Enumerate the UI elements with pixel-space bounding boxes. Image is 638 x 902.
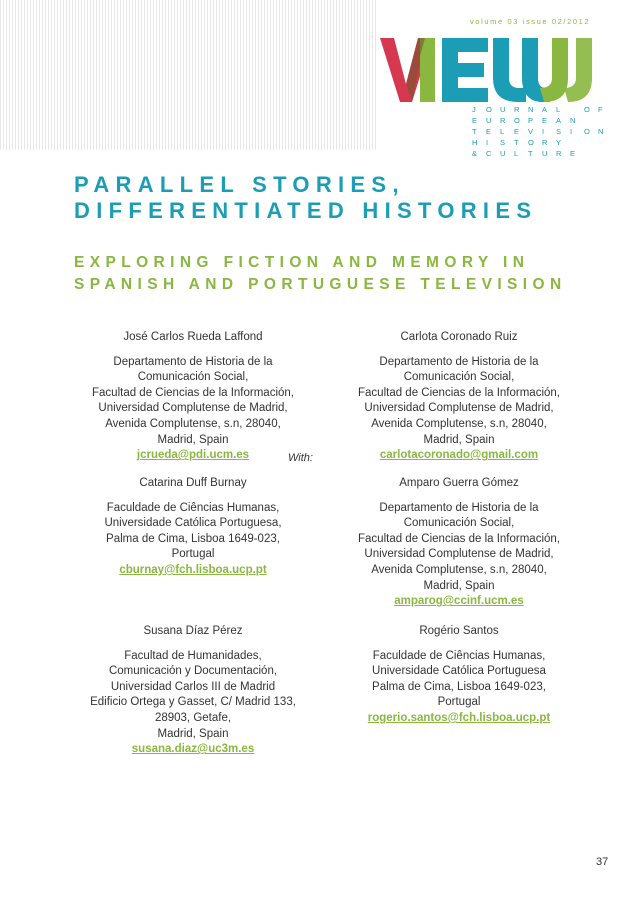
journal-line bbox=[472, 104, 612, 115]
author-affiliation-line: Universidad Complutense de Madrid, bbox=[364, 402, 554, 415]
article-subtitle-line: EXPLORING FICTION AND MEMORY IN bbox=[74, 254, 530, 271]
journal-letter: L bbox=[500, 127, 505, 136]
author-affiliation-line: Universidad Carlos III de Madrid bbox=[110, 680, 276, 693]
author-affiliation-line: Madrid, Spain bbox=[423, 579, 495, 592]
journal-letter: N bbox=[570, 116, 576, 125]
logo-letter-e bbox=[442, 38, 488, 102]
article-title-line: PARALLEL STORIES, bbox=[74, 172, 405, 197]
page-number: 37 bbox=[596, 856, 609, 868]
journal-letter: R bbox=[514, 105, 520, 114]
journal-letter: A bbox=[556, 116, 562, 125]
author-affiliation-line: Madrid, Spain bbox=[157, 433, 229, 446]
journal-line bbox=[472, 115, 612, 126]
journal-letter: R bbox=[542, 138, 548, 147]
author-email-link[interactable]: cburnay@fch.lisboa.ucp.pt bbox=[119, 563, 267, 576]
journal-letter: F bbox=[598, 105, 603, 114]
author-email-link[interactable]: amparog@ccinf.ucm.es bbox=[394, 595, 524, 608]
author-name: Rogério Santos bbox=[419, 625, 499, 637]
article-title bbox=[74, 172, 614, 224]
journal-letter: E bbox=[486, 127, 492, 136]
logo-letter-w-right2 bbox=[564, 38, 592, 102]
author-affiliation-line: Avenida Complutense, s.n, 28040, bbox=[371, 417, 547, 430]
journal-letter: N bbox=[598, 127, 604, 136]
author-email-link[interactable]: rogerio.santos@fch.lisboa.ucp.pt bbox=[367, 711, 551, 724]
author-affiliation-line: Madrid, Spain bbox=[157, 727, 229, 740]
journal-line bbox=[472, 137, 612, 148]
author-block bbox=[334, 476, 584, 610]
author-affiliation-line: Faculdade de Ciências Humanas, bbox=[106, 501, 280, 514]
journal-line bbox=[472, 148, 612, 159]
journal-letter: H bbox=[472, 138, 478, 147]
journal-letter: U bbox=[500, 105, 506, 114]
journal-letter: O bbox=[584, 105, 590, 114]
author-affiliation-line: Facultad de Humanidades, bbox=[124, 649, 262, 662]
author-affiliation-line: Comunicación Social, bbox=[403, 371, 515, 384]
journal-letter: I bbox=[542, 127, 545, 136]
author-affiliation-line: Departamento de Historia de la bbox=[379, 355, 539, 368]
author-name: Carlota Coronado Ruiz bbox=[400, 331, 518, 343]
author-affiliation-line: Palma de Cima, Lisboa 1649-023, bbox=[106, 532, 280, 545]
journal-letter: T bbox=[472, 127, 477, 136]
author-affiliation-line: Edificio Ortega y Gasset, C/ Madrid 133, bbox=[90, 696, 296, 709]
author-block bbox=[334, 624, 584, 727]
journal-letter: V bbox=[528, 127, 534, 136]
journal-letter: S bbox=[556, 127, 562, 136]
journal-letter: O bbox=[584, 127, 590, 136]
author-affiliation-line: Portugal bbox=[437, 696, 481, 709]
journal-letter: N bbox=[528, 105, 534, 114]
author-affiliation-line: Universidade Católica Portuguesa bbox=[372, 665, 546, 678]
author-name: Susana Díaz Pérez bbox=[143, 625, 243, 637]
author-affiliation-line: Madrid, Spain bbox=[423, 433, 495, 446]
author-affiliation-line: Universidad Complutense de Madrid, bbox=[364, 548, 554, 561]
journal-line bbox=[472, 126, 612, 137]
journal-letter: L bbox=[514, 149, 519, 158]
article-subtitle-line: SPANISH AND PORTUGUESE TELEVISION bbox=[74, 276, 567, 293]
journal-letter: S bbox=[500, 138, 506, 147]
with-label: With: bbox=[288, 452, 313, 464]
author-block bbox=[68, 330, 318, 464]
author-affiliation-line: Comunicación Social, bbox=[137, 371, 249, 384]
article-subtitle bbox=[74, 252, 614, 296]
journal-letter: U bbox=[486, 116, 492, 125]
author-name: José Carlos Rueda Laffond bbox=[123, 331, 263, 343]
view-logo bbox=[380, 38, 602, 102]
author-name: Amparo Guerra Gómez bbox=[399, 477, 519, 489]
author-affiliation-line: Comunicación Social, bbox=[403, 517, 515, 530]
journal-letter: I bbox=[486, 138, 489, 147]
author-affiliation-line: Universidade Católica Portuguesa, bbox=[104, 517, 282, 530]
author-email-link[interactable]: carlotacoronado@gmail.com bbox=[379, 449, 539, 462]
logo-letter-w-right bbox=[540, 38, 568, 102]
author-affiliation-line: 28903, Getafe, bbox=[154, 711, 232, 724]
journal-letter: T bbox=[528, 149, 533, 158]
author-affiliation-line: Comunicación y Documentación, bbox=[108, 665, 278, 678]
journal-letter: T bbox=[514, 138, 519, 147]
journal-letter: & bbox=[472, 149, 478, 158]
journal-letter: O bbox=[486, 105, 492, 114]
author-block bbox=[334, 330, 584, 464]
journal-name bbox=[472, 104, 612, 159]
journal-letter: O bbox=[514, 116, 520, 125]
journal-letter: J bbox=[472, 105, 476, 114]
journal-letter: E bbox=[570, 149, 576, 158]
volume-issue: volume 03 issue 02/2012 bbox=[470, 17, 591, 26]
journal-letter: E bbox=[514, 127, 520, 136]
logo-letter-w-left bbox=[493, 38, 526, 102]
journal-letter: I bbox=[570, 127, 573, 136]
journal-letter: E bbox=[472, 116, 478, 125]
journal-letter: U bbox=[500, 149, 506, 158]
author-email-link[interactable]: jcrueda@pdi.ucm.es bbox=[136, 449, 250, 462]
author-affiliation-line: Avenida Complutense, s.n, 28040, bbox=[371, 563, 547, 576]
journal-letter: R bbox=[500, 116, 506, 125]
author-affiliation-line: Universidad Complutense de Madrid, bbox=[98, 402, 288, 415]
author-affiliation-line: Palma de Cima, Lisboa 1649-023, bbox=[372, 680, 546, 693]
journal-letter: R bbox=[556, 149, 562, 158]
author-affiliation-line: Avenida Complutense, s.n, 28040, bbox=[105, 417, 281, 430]
author-block bbox=[68, 476, 318, 579]
author-name: Catarina Duff Burnay bbox=[139, 477, 247, 489]
author-affiliation-line: Departamento de Historia de la bbox=[113, 355, 273, 368]
author-email-link[interactable]: susana.diaz@uc3m.es bbox=[131, 743, 255, 756]
journal-letter: O bbox=[528, 138, 534, 147]
author-affiliation-line: Facultad de Ciencias de la Información, bbox=[92, 386, 294, 399]
author-affiliation-line: Faculdade de Ciências Humanas, bbox=[372, 649, 546, 662]
journal-letter: C bbox=[486, 149, 492, 158]
author-block bbox=[68, 624, 318, 758]
author-affiliation-line: Facultad de Ciencias de la Información, bbox=[358, 532, 560, 545]
author-affiliation-line: Facultad de Ciencias de la Información, bbox=[358, 386, 560, 399]
journal-letter: E bbox=[542, 116, 548, 125]
journal-letter: A bbox=[542, 105, 548, 114]
journal-letter: L bbox=[556, 105, 561, 114]
author-affiliation-line: Departamento de Historia de la bbox=[379, 501, 539, 514]
journal-letter: P bbox=[528, 116, 534, 125]
journal-letter: U bbox=[542, 149, 548, 158]
author-affiliation-line: Portugal bbox=[171, 548, 215, 561]
article-title-line: DIFFERENTIATED HISTORIES bbox=[74, 198, 538, 223]
journal-letter: Y bbox=[556, 138, 562, 147]
